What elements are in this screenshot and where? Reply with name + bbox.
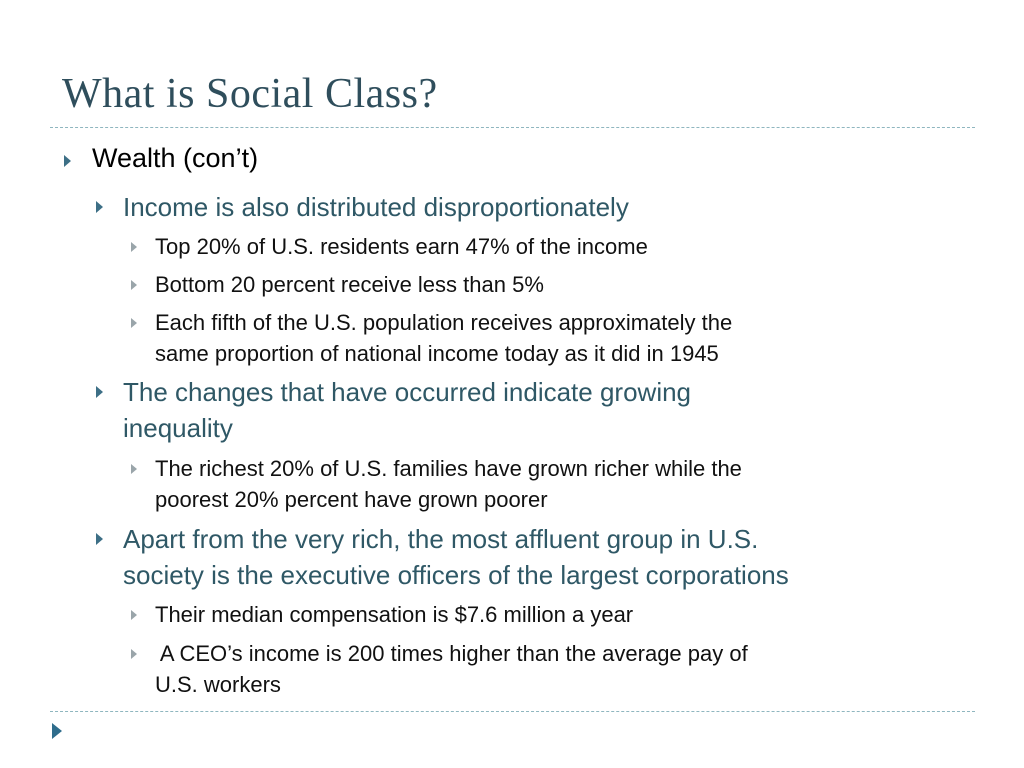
bullet-icon	[64, 155, 71, 167]
item-ceo-income-line2: U.S. workers	[155, 672, 281, 697]
point-income-distribution: Income is also distributed disproportionately	[123, 192, 629, 222]
point-growing-inequality-line1: The changes that have occurred indicate growing	[123, 377, 692, 407]
heading-wealth: Wealth (con’t)	[92, 143, 259, 173]
bullet-icon	[96, 533, 103, 545]
item-top-20: Top 20% of U.S. residents earn 47% of the income	[155, 234, 648, 259]
slide-title: What is Social Class?	[62, 71, 438, 117]
sub-bullet-icon	[131, 649, 137, 659]
sub-bullet-icon	[131, 280, 137, 290]
item-bottom-20: Bottom 20 percent receive less than 5%	[155, 272, 544, 297]
item-richest-line1: The richest 20% of U.S. families have grown richer while the	[155, 456, 742, 481]
item-each-fifth-line2: same proportion of national income today as it did in 1945	[155, 341, 719, 366]
sub-bullet-icon	[131, 242, 137, 252]
item-median-compensation: Their median compensation is $7.6 million a year	[155, 602, 634, 627]
footer-divider	[50, 711, 975, 712]
sub-bullet-icon	[131, 464, 137, 474]
sub-bullet-icon	[131, 610, 137, 620]
point-growing-inequality-line2: inequality	[123, 413, 233, 443]
item-each-fifth-line1: Each fifth of the U.S. population receives approximately the	[155, 310, 733, 335]
item-ceo-income-line1: A CEO’s income is 200 times higher than the average pay of	[155, 641, 748, 666]
play-next-icon[interactable]	[52, 723, 62, 739]
sub-bullet-icon	[131, 318, 137, 328]
item-richest-line2: poorest 20% percent have grown poorer	[155, 487, 548, 512]
bullet-icon	[96, 201, 103, 213]
bullet-icon	[96, 386, 103, 398]
point-affluent-line2: society is the executive officers of the largest corporations	[123, 560, 789, 590]
title-divider	[50, 127, 975, 128]
point-affluent-line1: Apart from the very rich, the most affluent group in U.S.	[123, 524, 759, 554]
